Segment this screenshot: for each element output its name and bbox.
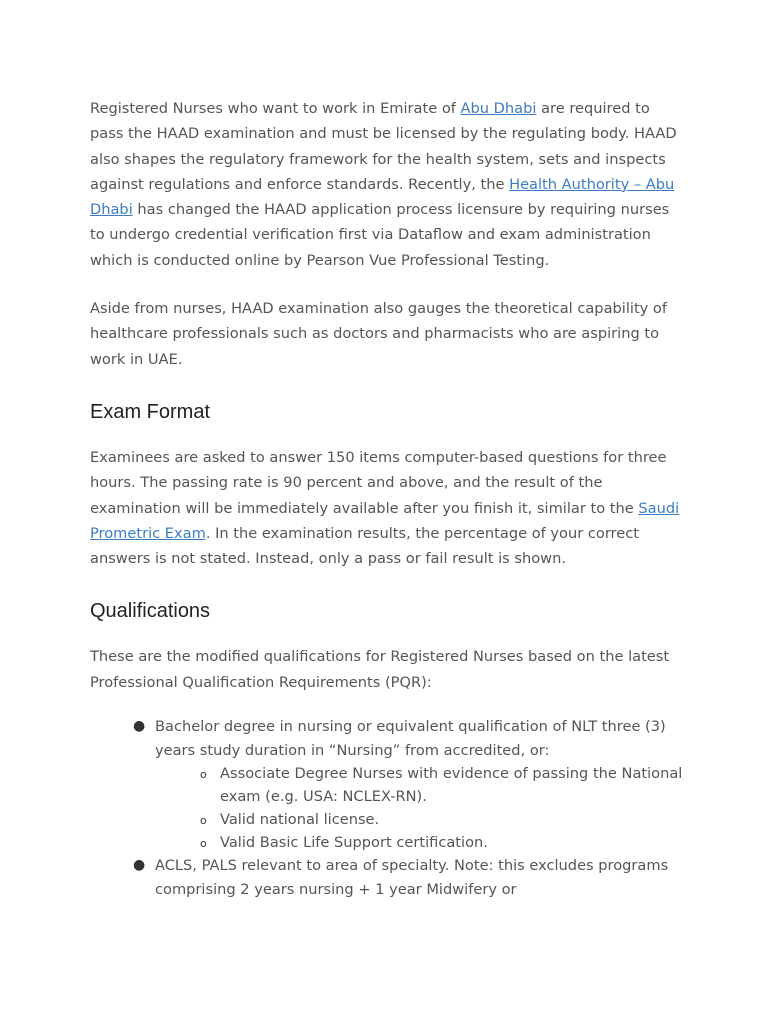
circle-bullet-icon: o: [200, 768, 207, 782]
abu-dhabi-link[interactable]: Abu Dhabi: [460, 100, 537, 117]
list-item: [133, 854, 684, 901]
circle-bullet-icon: o: [200, 814, 207, 828]
list-item-text: Bachelor degree in nursing or equivalent qualification of NLT three (3) years study duration in “Nursing” from accredited, or:: [155, 718, 666, 759]
exam-format-heading: Exam Format: [90, 400, 211, 423]
intro-text-c: has changed the HAAD application process licensure by requiring nurses to undergo credential verification first via Dataflow and exam administration which is conducted online by Pearson Vue Professional Testing.: [90, 201, 670, 269]
bullet-icon: ●: [133, 857, 146, 874]
intro-paragraph-2: Aside from nurses, HAAD examination also gauges the theoretical capability of healthcare professionals such as doctors and pharmacists who are aspiring to work in UAE.: [90, 300, 668, 368]
sub-list: [155, 762, 684, 854]
qualifications-list: [90, 715, 684, 901]
list-item: [200, 808, 684, 831]
saudi-prometric-link[interactable]: Saudi Prometric Exam: [90, 499, 680, 542]
qualifications-intro: These are the modified qualifications for Registered Nurses based on the latest Professional Qualification Requirements (PQR):: [90, 648, 670, 691]
exam-format-paragraph: [90, 445, 684, 571]
list-item: [200, 831, 684, 854]
list-item: [133, 715, 684, 854]
list-item-text: Valid Basic Life Support certification.: [220, 834, 488, 852]
article-body: [90, 96, 684, 901]
exam-format-text-b: . In the examination results, the percentage of your correct answers is not stated. Instead, only a pass or fail result is shown.: [90, 524, 639, 568]
list-item-text: Valid national license.: [220, 811, 380, 829]
bullet-icon: ●: [133, 718, 146, 735]
qualifications-heading: Qualifications: [90, 600, 211, 623]
intro-text-a: Registered Nurses who want to work in Emirate of: [90, 100, 461, 117]
list-item-text: ACLS, PALS relevant to area of specialty. Note: this excludes programs comprising 2 years nursing + 1 year Midwifery or: [155, 857, 669, 898]
health-authority-link[interactable]: Health Authority – Abu Dhabi: [90, 175, 675, 219]
intro-paragraph-1: [90, 96, 684, 273]
list-item: [200, 762, 684, 808]
intro-text-b: are required to pass the HAAD examination and must be licensed by the regulating body. HAAD also shapes the regulatory framework for the health system, sets and inspects against regulations and enforce standards. Recently, the: [90, 100, 677, 193]
circle-bullet-icon: o: [200, 837, 207, 851]
exam-format-text-a: Examinees are asked to answer 150 items computer-based questions for three hours. The passing rate is 90 percent and above, and the result of the examination will be immediately available after you finish it, similar to the: [90, 448, 667, 517]
list-item-text: Associate Degree Nurses with evidence of passing the National exam (e.g. USA: NCLEX-RN).: [220, 765, 683, 806]
